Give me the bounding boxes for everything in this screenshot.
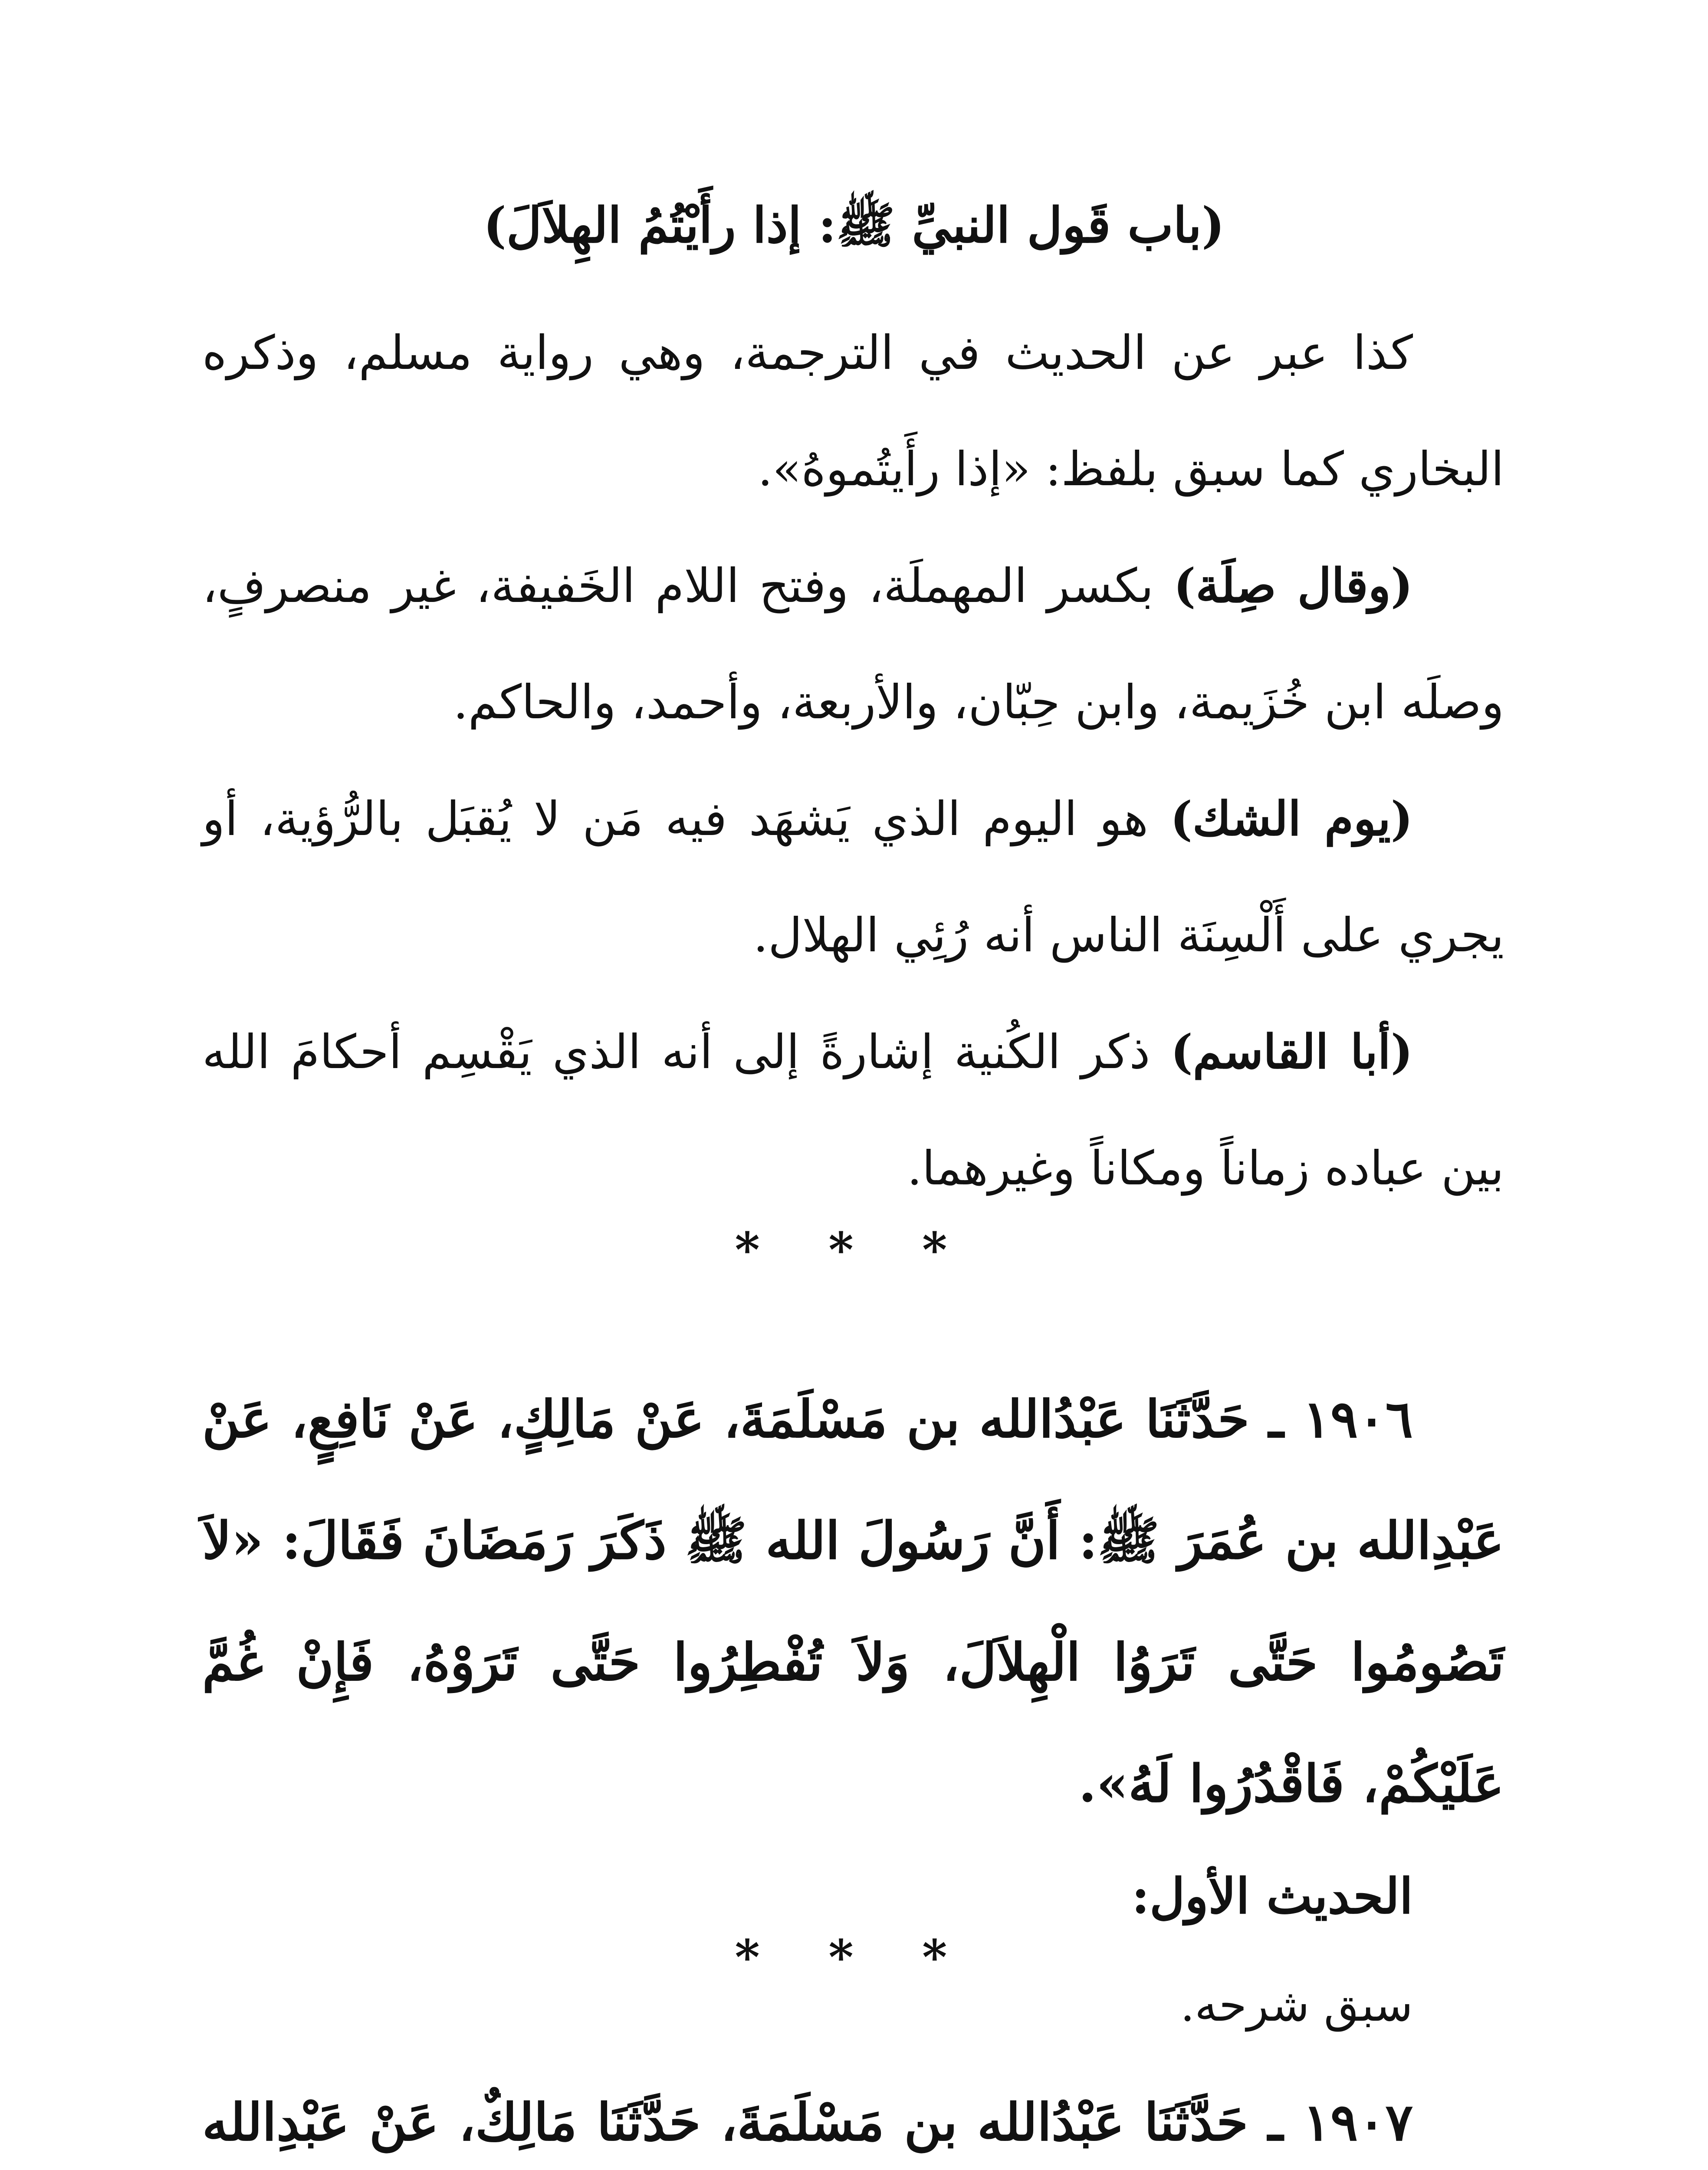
section-separator: * * * [735,1222,973,1278]
first-hadith-label: الحديث الأول: [1131,1868,1413,1925]
intro-paragraph: كذا عبر عن الحديث في الترجمة، وهي رواية مسلم، وذكره البخاري كما سبق بلفظ: «إذا رأَيتُموهُ». [202,326,1504,496]
commentary-text: ذكر الكُنية إشارةً إلى أنه الذي يَقْسِم أحكامَ الله بين عباده زماناً ومكاناً وغيرهما. [202,1025,1504,1196]
hadith-1907-text: ١٩٠٧ ـ حَدَّثَنَا عَبْدُالله بن مَسْلَمَةَ، حَدَّثَنَا مَالِكٌ، عَنْ عَبْدِالله [202,2092,1413,2152]
first-hadith-note: سبق شرحه. [1180,1979,1413,2032]
commentary-text: هو اليوم الذي يَشهَد فيه مَن لا يُقبَل بالرُّؤية، أو يجري على أَلْسِنَة الناس أنه رُئِي الهلال. [202,792,1504,963]
section-separator: * * * [735,1929,973,1985]
commentary-paragraph-shakk [202,761,1504,994]
commentary-term: (وقال صِلَة) [1173,559,1413,613]
commentary-block [202,295,1504,1227]
commentary-text: بكسر المهملَة، وفتح اللام الخَفيفة، غير منصرفٍ، وصلَه ابن خُزَيمة، وابن حِبّان، والأربعة، وأحمد، والحاكم. [202,559,1504,730]
chapter-heading: (باب قَول النبيِّ ﷺ: إذا رأَيْتُمُ الهِلاَلَ) [483,197,1225,254]
commentary-term: (يوم الشك) [1170,792,1413,846]
commentary-term: (أبا القاسم) [1170,1025,1413,1079]
hadith-1907-block [202,2062,1504,2170]
hadith-1906-text: ١٩٠٦ ـ حَدَّثَنَا عَبْدُالله بن مَسْلَمَةَ، عَنْ مَالِكٍ، عَنْ نَافِعٍ، عَنْ عَبْدِالله بن عُمَرَ ﷺ: أَنَّ رَسُولَ الله ﷺ ذَكَرَ رَمَضَانَ فَقَالَ: «لاَ تَصُومُوا حَتَّى تَرَوُا الْهِلاَلَ، وَلاَ تُفْطِرُوا حَتَّى تَرَوْهُ، فَإِنْ غُمَّ عَلَيْكُمْ، فَاقْدُرُوا لَهُ». [202,1389,1504,1814]
commentary-paragraph-sila [202,528,1504,761]
commentary-paragraph-qasim [202,994,1504,1227]
